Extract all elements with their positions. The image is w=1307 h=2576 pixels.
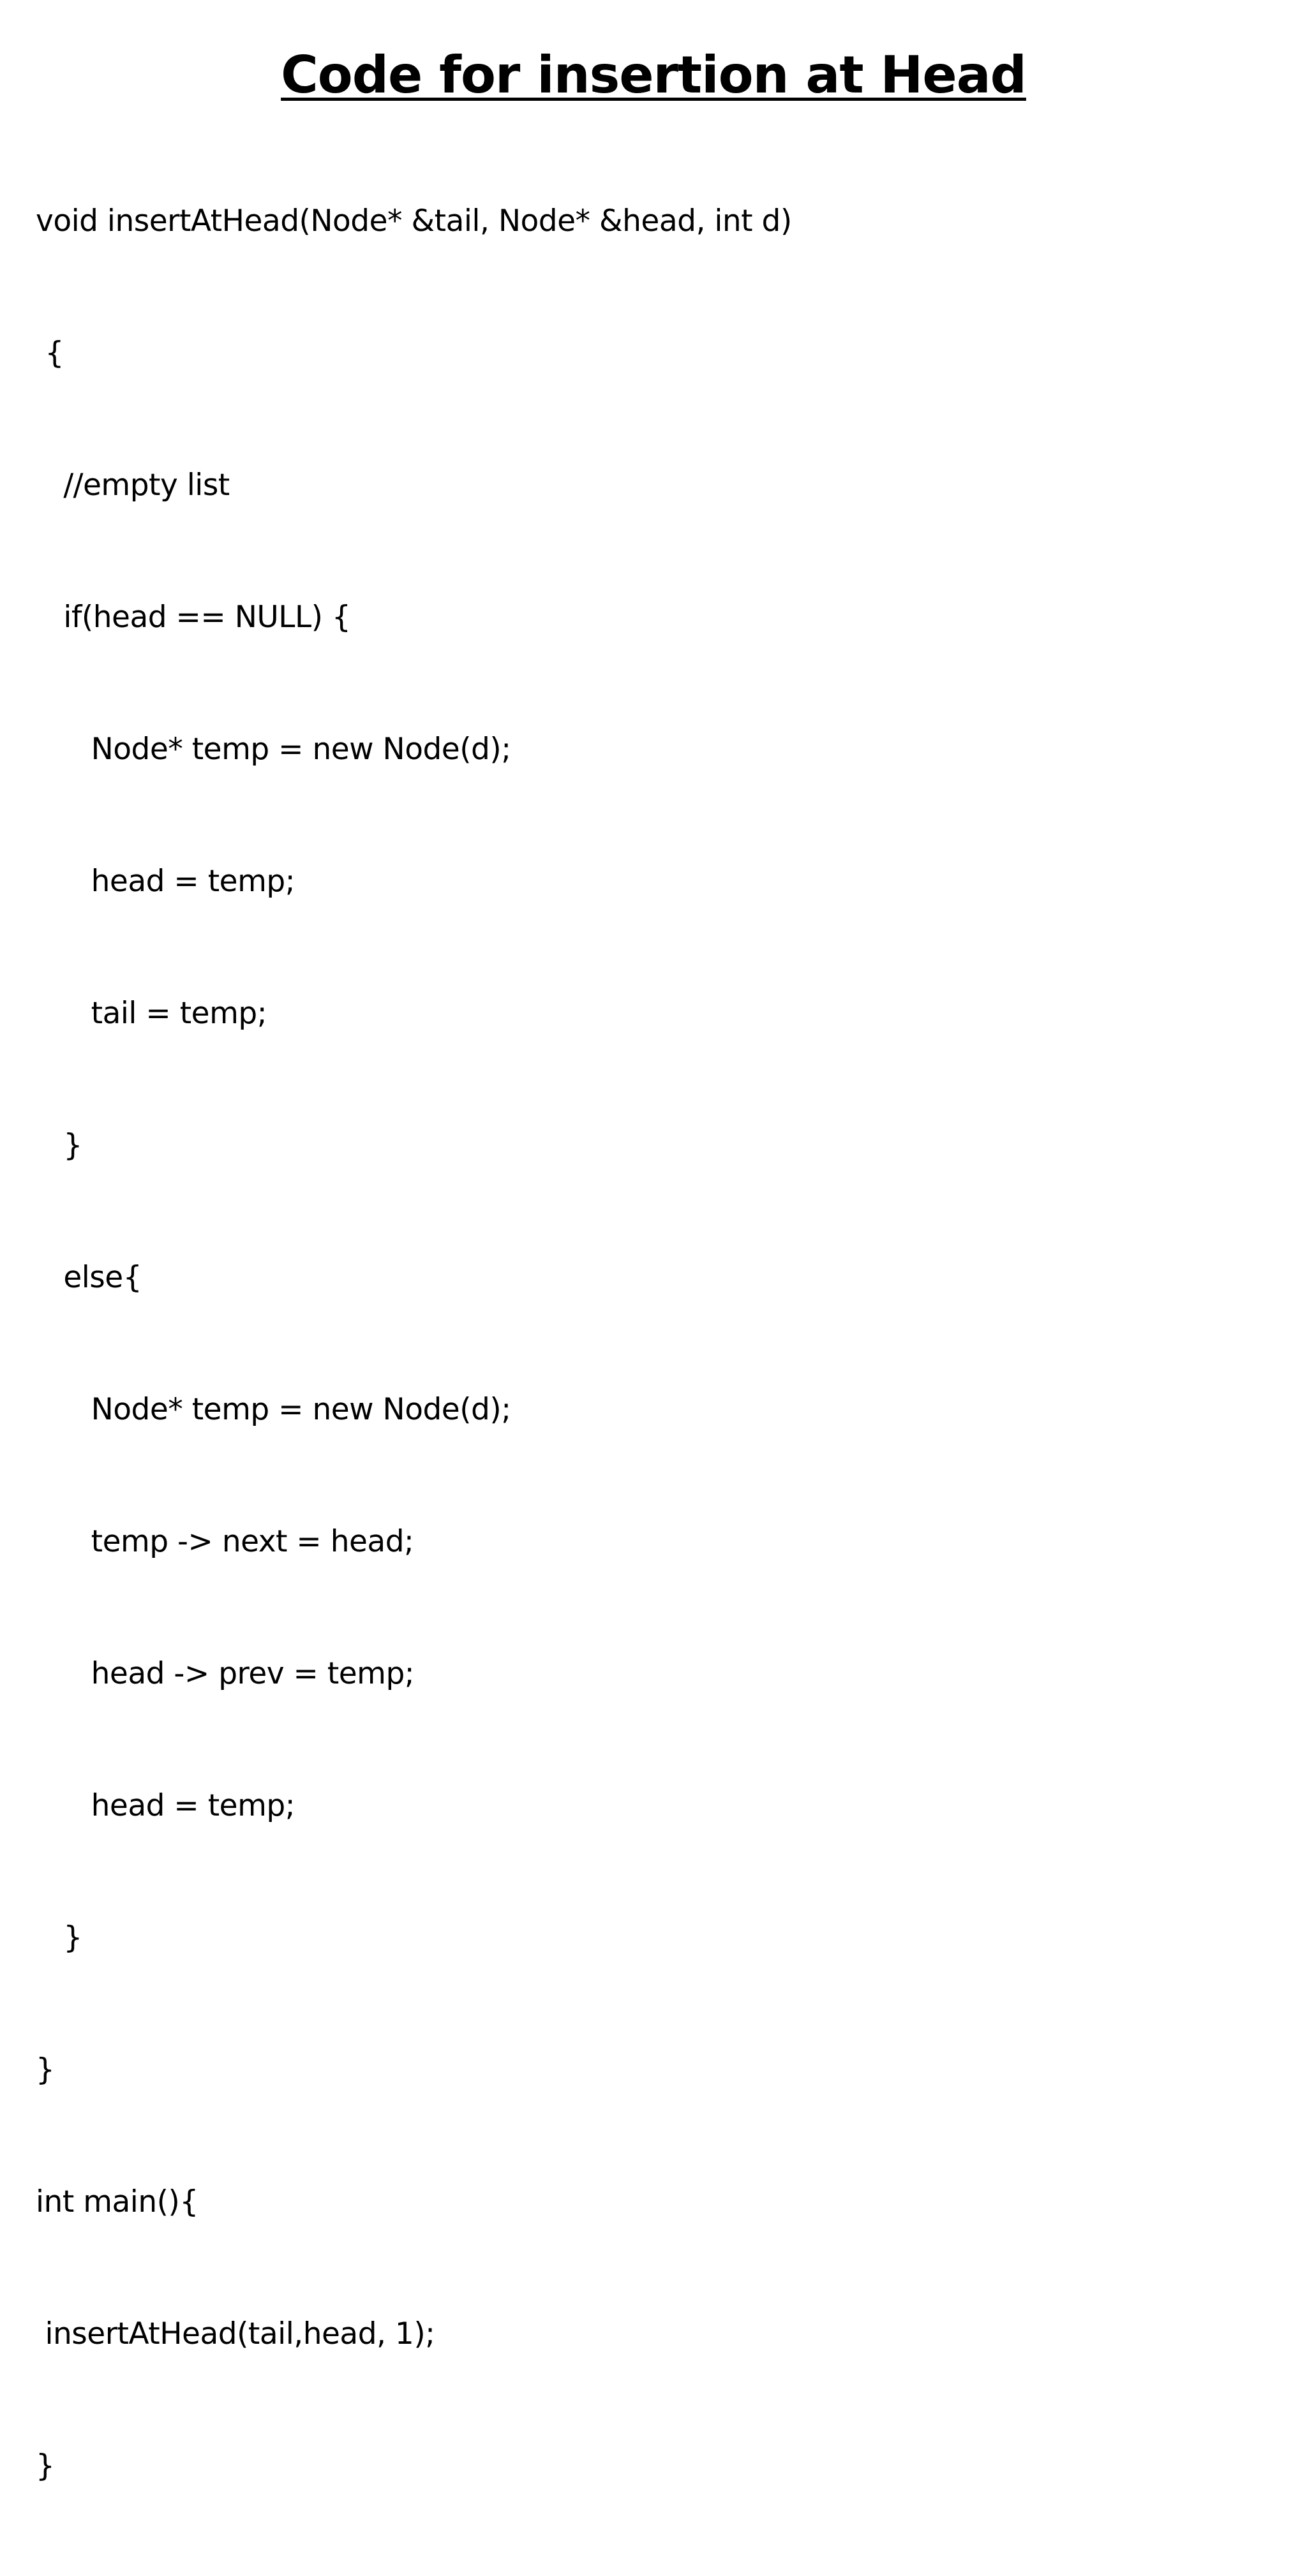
code-line: int main(){ xyxy=(36,2184,198,2219)
code-line: void insertAtHead(Node* &tail, Node* &head, int d) xyxy=(36,204,792,239)
code-line: } xyxy=(36,1920,82,1955)
code-line: } xyxy=(36,1128,82,1163)
code-line: //empty list xyxy=(36,468,230,503)
code-line: temp -> next = head; xyxy=(36,1524,414,1559)
code-line: Node* temp = new Node(d); xyxy=(36,732,511,767)
code-line: } xyxy=(36,2052,55,2087)
code-line: if(head == NULL) { xyxy=(36,600,351,635)
code-block xyxy=(36,111,1248,2576)
code-line: Node* temp = new Node(d); xyxy=(36,1392,511,1427)
code-line: { xyxy=(36,336,64,371)
slide-title: Code for insertion at Head xyxy=(281,45,1026,105)
code-line: head -> prev = temp; xyxy=(36,1656,415,1691)
code-line: head = temp; xyxy=(36,864,295,899)
code-line: tail = temp; xyxy=(36,996,267,1031)
code-line: } xyxy=(36,2448,55,2483)
code-line: head = temp; xyxy=(36,1788,295,1823)
code-line: else{ xyxy=(36,1260,142,1295)
code-line: insertAtHead(tail,head, 1); xyxy=(36,2316,435,2351)
